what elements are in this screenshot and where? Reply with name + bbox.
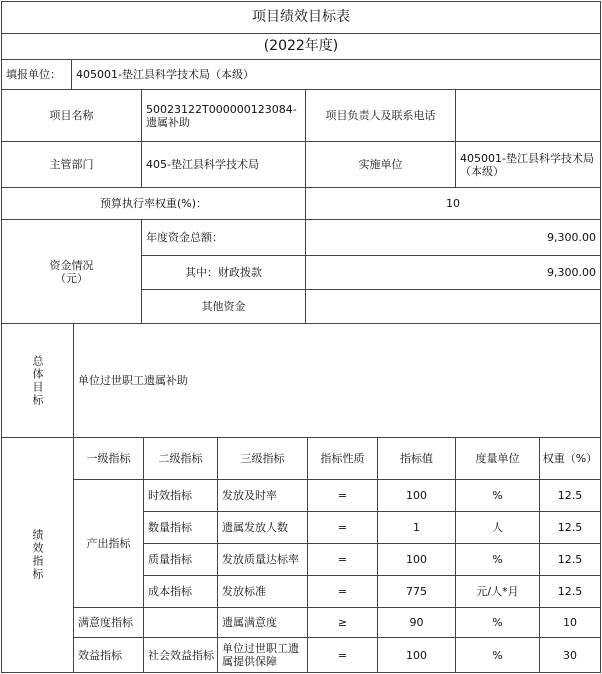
table-row-3-level2: 质量指标 — [144, 544, 218, 576]
table-title: 项目绩效目标表 — [2, 2, 600, 34]
project-name-value: 50023122T000000123084-遗属补助 — [142, 90, 306, 142]
table-row-2-weight: 12.5 — [540, 512, 600, 544]
funds-fiscal-label: 其中：财政拨款 — [142, 256, 306, 290]
table-row-5-nature: ≥ — [308, 608, 378, 638]
funds-fiscal-value: 9,300.00 — [306, 256, 600, 290]
table-row-4-level3: 发放标准 — [218, 576, 308, 608]
budget-weight-value: 10 — [306, 188, 600, 220]
budget-weight-label: 预算执行率权重(%)： — [2, 188, 306, 220]
table-row-1-weight: 12.5 — [540, 480, 600, 512]
goal-value: 单位过世职工遗属补助 — [74, 324, 600, 438]
table-row-6-level2: 社会效益指标 — [144, 638, 218, 672]
header-level2: 二级指标 — [144, 438, 218, 480]
dept-value: 405-垫江县科学技术局 — [142, 142, 306, 188]
header-level1: 一级指标 — [74, 438, 144, 480]
table-row-4-value: 775 — [378, 576, 456, 608]
table-row-3-weight: 12.5 — [540, 544, 600, 576]
perf-label: 绩效指标 — [31, 529, 44, 581]
project-manager-label: 项目负责人及联系电话 — [306, 90, 456, 142]
header-weight: 权重（%） — [540, 438, 600, 480]
funds-total-value: 9,300.00 — [306, 220, 600, 256]
table-row-2-value: 1 — [378, 512, 456, 544]
funds-other-value — [306, 290, 600, 324]
perf-label-cell — [2, 438, 74, 672]
level1-output: 产出指标 — [74, 480, 144, 608]
table-row-5-level2 — [144, 608, 218, 638]
impl-value: 405001-垫江县科学技术局（本级） — [456, 142, 600, 188]
filler-value: 405001-垫江县科学技术局（本级） — [72, 60, 600, 90]
table-row-2-level3: 遗属发放人数 — [218, 512, 308, 544]
table-row-6-nature: = — [308, 638, 378, 672]
table-row-5-value: 90 — [378, 608, 456, 638]
table-row-6-level3: 单位过世职工遗属提供保障 — [218, 638, 308, 672]
table-row-4-unit: 元/人*月 — [456, 576, 540, 608]
table-row-4-nature: = — [308, 576, 378, 608]
table-year: (2022年度) — [2, 34, 600, 60]
table-row-4-weight: 12.5 — [540, 576, 600, 608]
impl-label: 实施单位 — [306, 142, 456, 188]
table-row-6-weight: 30 — [563, 648, 577, 662]
project-name-label: 项目名称 — [2, 90, 142, 142]
performance-target-table — [1, 1, 601, 672]
table-row-1-nature: = — [308, 480, 378, 512]
table-row-6-level1: 效益指标 — [74, 638, 144, 672]
table-row-1-value: 100 — [378, 480, 456, 512]
table-row-3-unit: % — [456, 544, 540, 576]
filler-label: 填报单位： — [2, 60, 72, 90]
funds-total-label: 年度资金总额： — [142, 220, 306, 256]
table-row-1-level3: 发放及时率 — [218, 480, 308, 512]
dept-label: 主管部门 — [2, 142, 142, 188]
table-row-3-level3: 发放质量达标率 — [218, 544, 308, 576]
table-row-4-level2: 成本指标 — [144, 576, 218, 608]
table-row-6-unit: % — [456, 638, 540, 672]
table-row-1-level2: 时效指标 — [144, 480, 218, 512]
table-row-3-value: 100 — [378, 544, 456, 576]
funds-label: 资金情况（元） — [2, 220, 142, 324]
table-row-5-unit: % — [456, 608, 540, 638]
goal-label: 总体目标 — [31, 354, 44, 407]
table-row-5-level1: 满意度指标 — [74, 608, 144, 638]
table-row-6-value: 100 — [378, 638, 456, 672]
project-manager-value — [456, 90, 600, 142]
table-row-1-unit: % — [456, 480, 540, 512]
table-row-2-unit: 人 — [456, 512, 540, 544]
header-nature: 指标性质 — [308, 438, 378, 480]
table-frame — [1, 1, 601, 673]
table-row-5-weight: 10 — [540, 608, 600, 638]
goal-label-cell — [2, 324, 74, 438]
table-row-3-nature: = — [308, 544, 378, 576]
header-unit: 度量单位 — [456, 438, 540, 480]
table-row-2-level2: 数量指标 — [144, 512, 218, 544]
table-row-5-level3: 遗属满意度 — [218, 608, 308, 638]
header-value: 指标值 — [378, 438, 456, 480]
table-row-2-nature: = — [308, 512, 378, 544]
funds-other-label: 其他资金 — [142, 290, 306, 324]
header-level3: 三级指标 — [218, 438, 308, 480]
